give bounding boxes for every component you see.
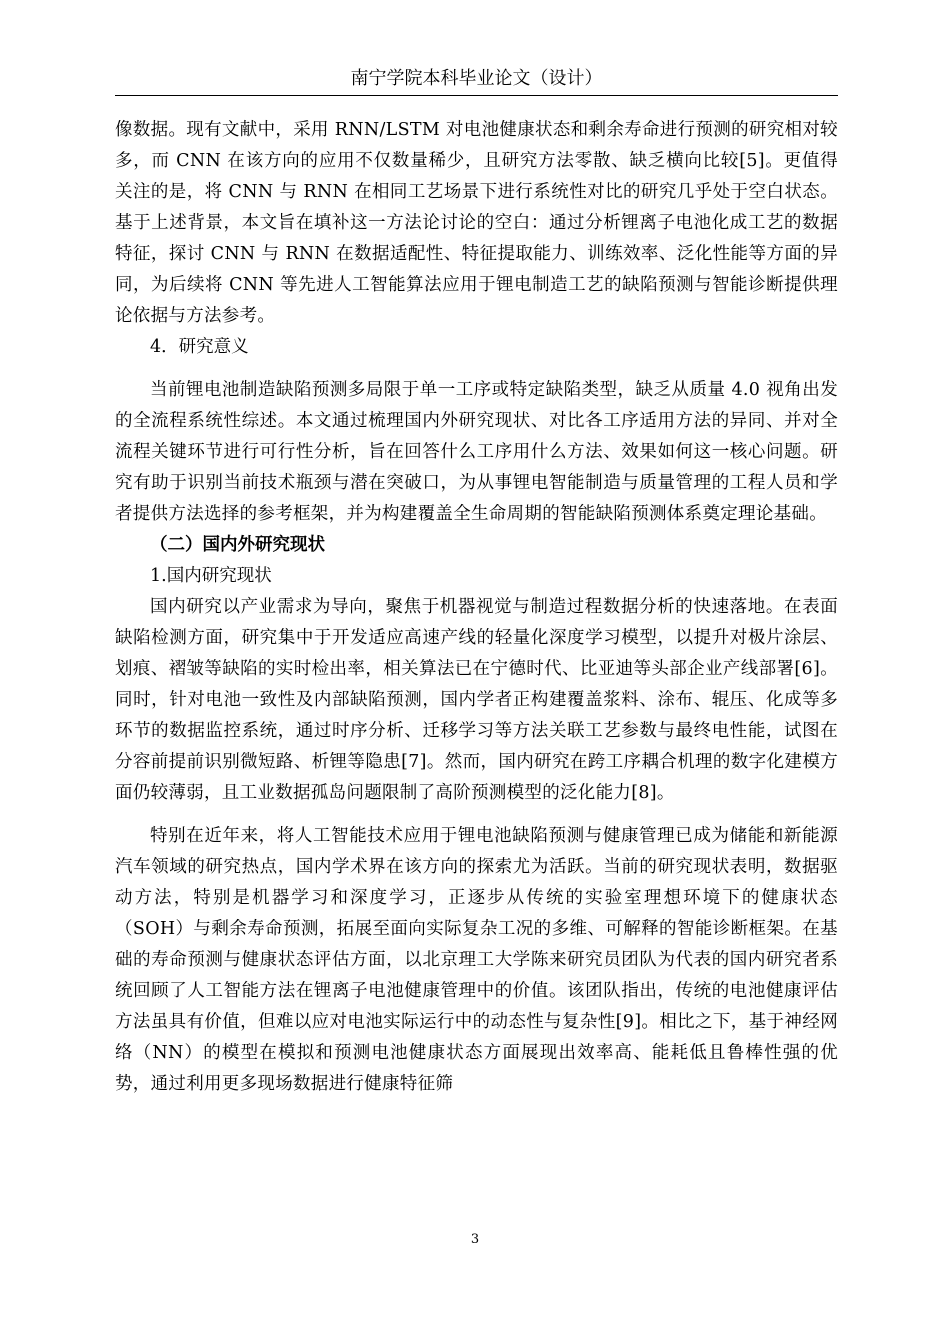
paragraph-domestic-1: 国内研究以产业需求为导向，聚焦于机器视觉与制造过程数据分析的快速落地。在表面缺陷检测方面，研究集中于开发适应高速产线的轻量化深度学习模型，以提升对极片涂层、划痕、褶皱等缺陷的实时检出率，相关算法已在宁德时代、比亚迪等头部企业产线部署[6]。同时，针对电池一致性及内部缺陷预测，国内学者正构建覆盖浆料、涂布、辊压、化成等多环节的数据监控系统，通过时序分析、迁移学习等方法关联工艺参数与最终电性能，试图在分容前提前识别微短路、析锂等隐患[7]。然而，国内研究在跨工序耦合机理的数字化建模方面仍较薄弱，且工业数据孤岛问题限制了高阶预测模型的泛化能力[8]。 <box>115 597 838 803</box>
section-heading-significance: 4．研究意义 <box>150 337 249 357</box>
paragraph-domestic-2: 特别在近年来，将人工智能技术应用于锂电池缺陷预测与健康管理已成为储能和新能源汽车领域的研究热点，国内学术界在该方向的探索尤为活跃。当前的研究现状表明，数据驱动方法，特别是机器学习和深度学习，正逐步从传统的实验室理想环境下的健康状态（SOH）与剩余寿命预测，拓展至面向实际复杂工况的多维、可解释的智能诊断框架。在基础的寿命预测与健康状态评估方面，以北京理工大学陈来研究员团队为代表的国内研究者系统回顾了人工智能方法在锂离子电池健康管理中的价值。该团队指出，传统的电池健康评估方法虽具有价值，但难以应对电池实际运行中的动态性与复杂性[9]。相比之下，基于神经网络（NN）的模型在模拟和预测电池健康状态方面展现出效率高、能耗低且鲁棒性强的优势，通过利用更多现场数据进行健康特征筛 <box>115 826 838 1094</box>
subsection-heading-domestic: 1.国内研究现状 <box>150 566 272 586</box>
header-divider <box>115 95 838 96</box>
section-heading-research-status: （二）国内外研究现状 <box>150 535 325 555</box>
page-number: 3 <box>470 1232 480 1247</box>
document-body <box>115 115 838 1100</box>
paragraph-continuation: 像数据。现有文献中，采用 RNN/LSTM 对电池健康状态和剩余寿命进行预测的研究相对较多，而 CNN 在该方向的应用不仅数量稀少，且研究方法零散、缺乏横向比较[5]。更值得关注的是，将 CNN 与 RNN 在相同工艺场景下进行系统性对比的研究几乎处于空白状态。基于上述背景，本文旨在填补这一方法论讨论的空白：通过分析锂离子电池化成工艺的数据特征，探讨 CNN 与 RNN 在数据适配性、特征提取能力、训练效率、泛化性能等方面的异同，为后续将 CNN 等先进人工智能算法应用于锂电制造工艺的缺陷预测与智能诊断提供理论依据与方法参考。 <box>115 120 838 326</box>
paragraph-significance: 当前锂电池制造缺陷预测多局限于单一工序或特定缺陷类型，缺乏从质量 4.0 视角出发的全流程系统性综述。本文通过梳理国内外研究现状、对比各工序适用方法的异同、并对全流程关键环节进行可行性分析，旨在回答什么工序用什么方法、效果如何这一核心问题。研究有助于识别当前技术瓶颈与潜在突破口，为从事锂电智能制造与质量管理的工程人员和学者提供方法选择的参考框架，并为构建覆盖全生命周期的智能缺陷预测体系奠定理论基础。 <box>115 380 838 524</box>
page-header-title: 南宁学院本科毕业论文（设计） <box>350 68 603 89</box>
